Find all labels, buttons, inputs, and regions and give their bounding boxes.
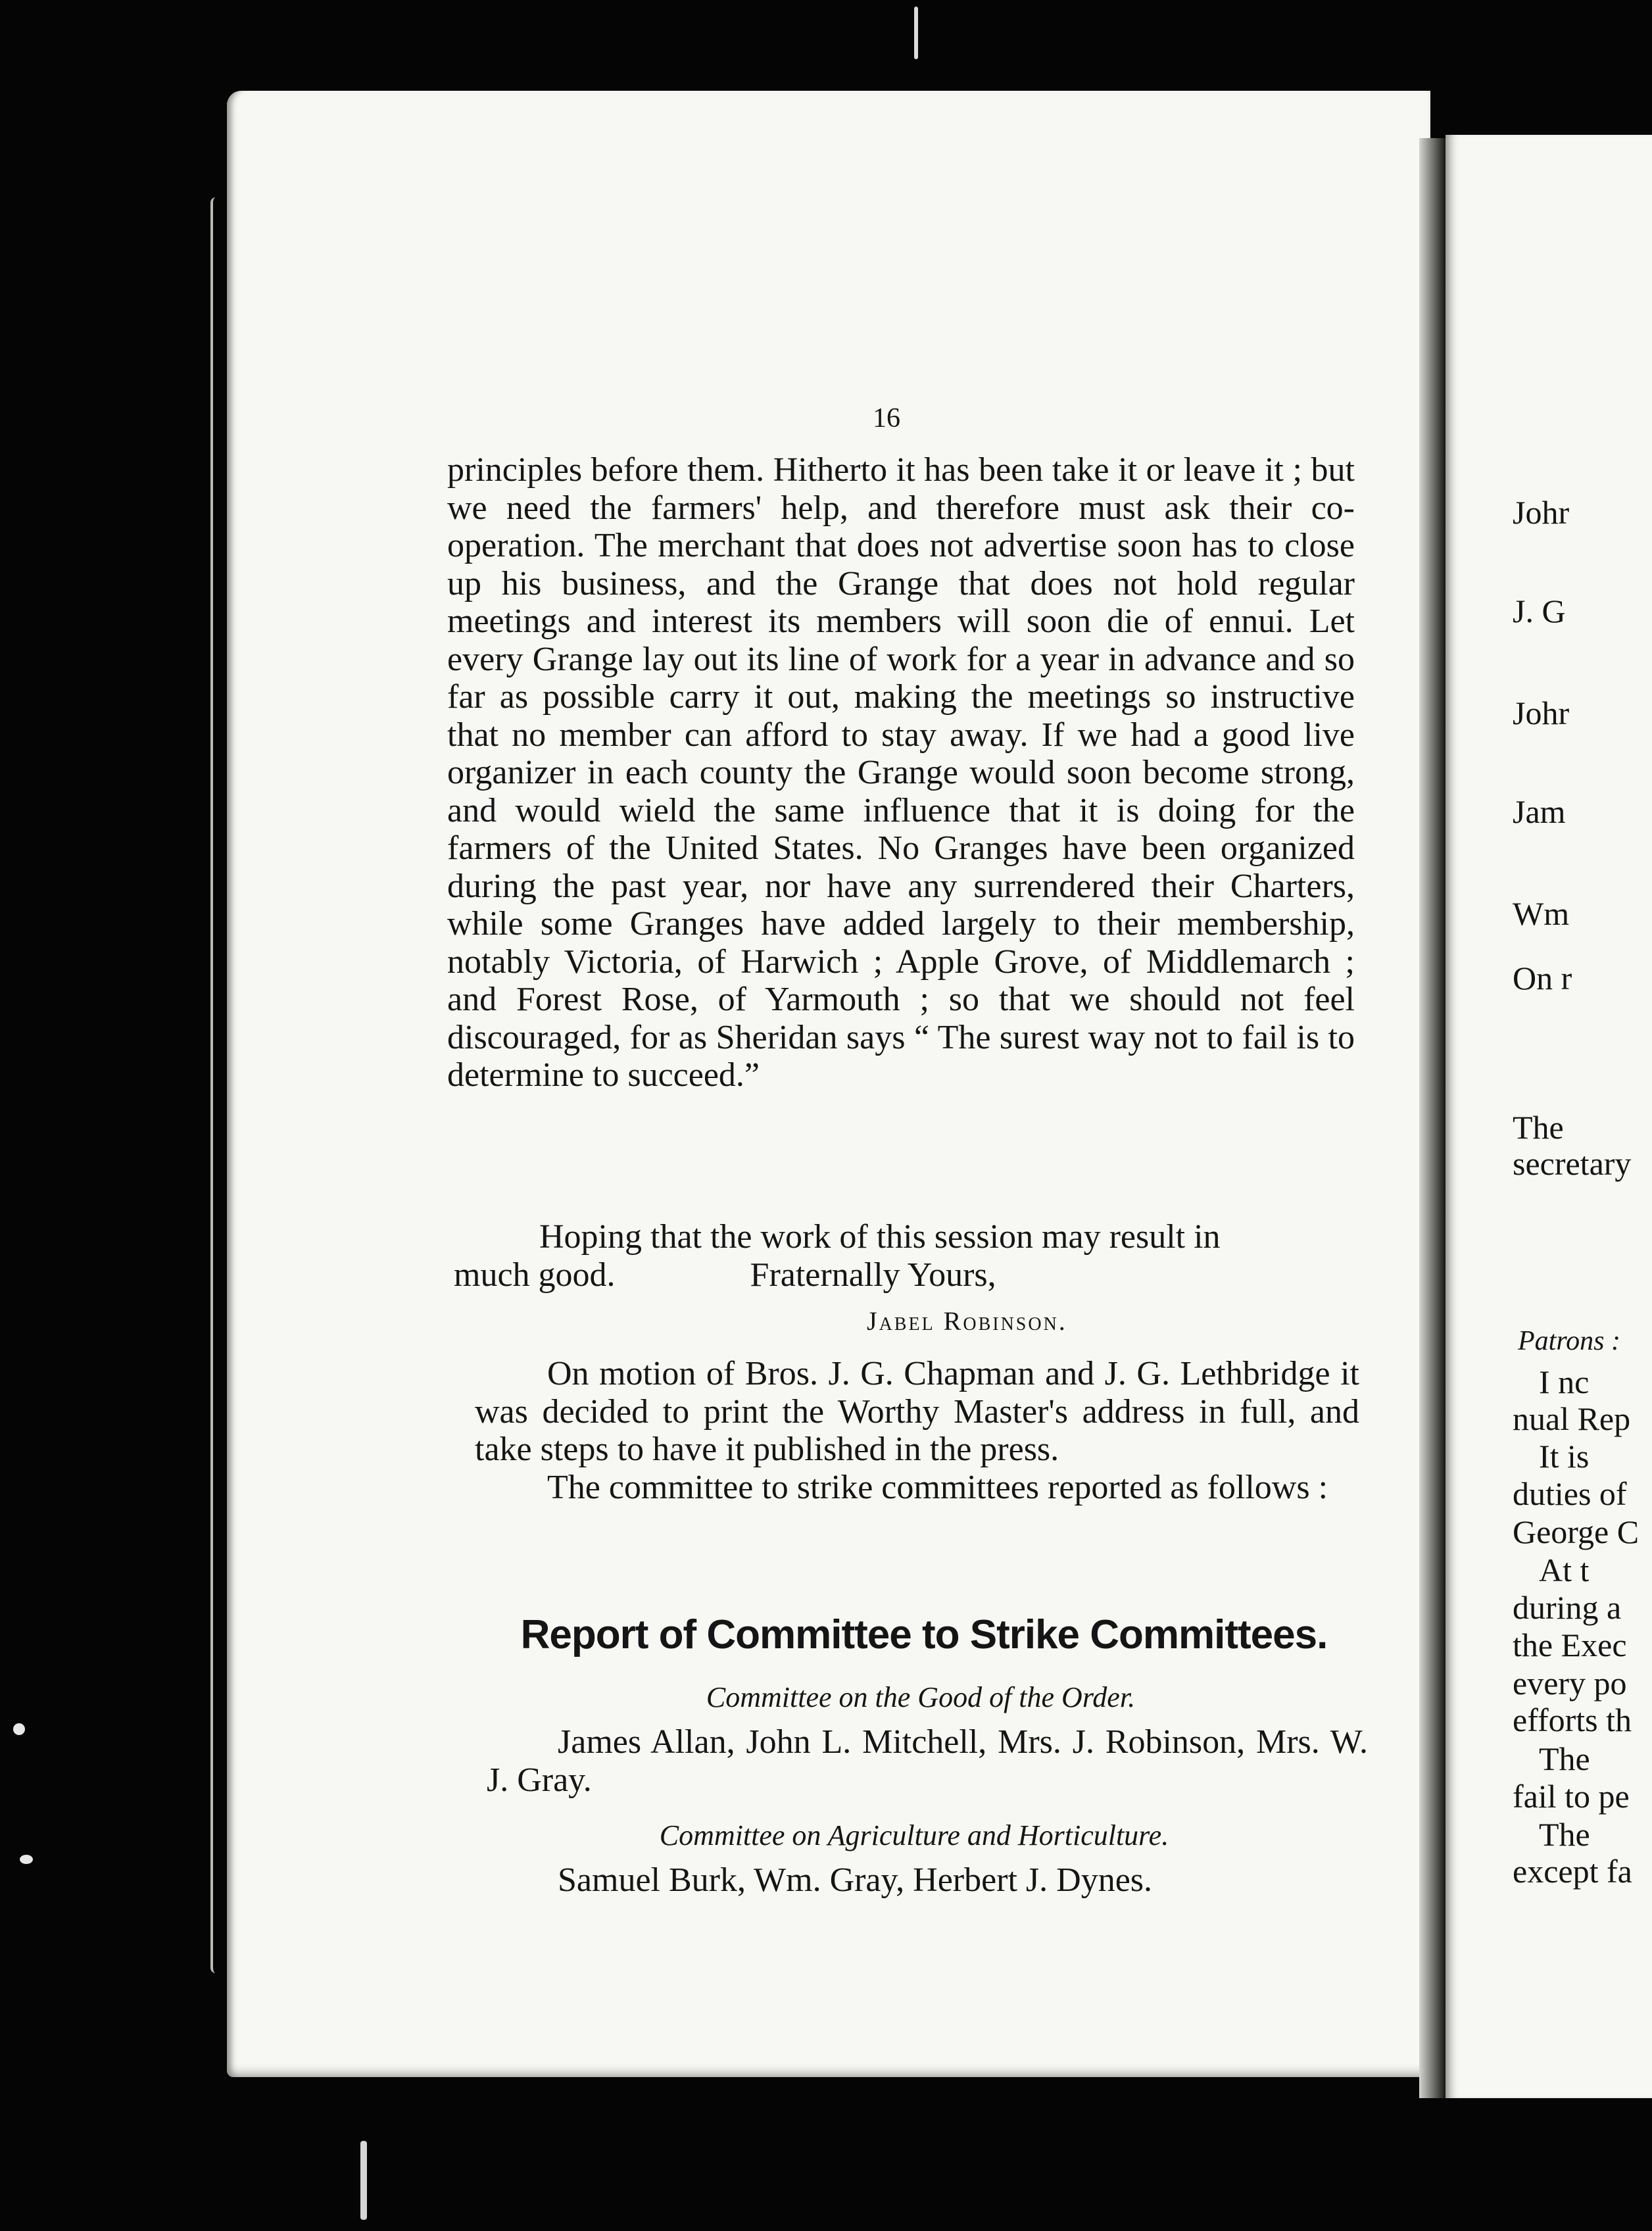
valediction: Fraternally Yours, bbox=[750, 1256, 996, 1294]
right-page-fragment: nual Rep bbox=[1513, 1400, 1631, 1437]
right-page-fragment: George C bbox=[1513, 1513, 1640, 1550]
motion-block bbox=[475, 1355, 1359, 1506]
film-speck bbox=[20, 1855, 33, 1864]
right-page-fragment: Patrons : bbox=[1518, 1326, 1620, 1356]
committee-title: Committee on Agriculture and Horticulture. bbox=[659, 1819, 1169, 1851]
right-page-fragment: the Exec bbox=[1513, 1627, 1627, 1663]
committee-paragraph: The committee to strike committees reported as follows : bbox=[547, 1468, 1328, 1506]
right-page-fragment: At t bbox=[1539, 1552, 1590, 1588]
right-page-fragment: during a bbox=[1513, 1589, 1622, 1626]
right-page-fragment: On r bbox=[1513, 960, 1572, 996]
film-scratch bbox=[914, 7, 918, 59]
right-page-fragment: Jam bbox=[1513, 793, 1566, 830]
right-page-fragment: Wm bbox=[1513, 895, 1570, 932]
closing-sign-line bbox=[454, 1256, 1355, 1294]
right-page-fragment: Johr bbox=[1513, 695, 1570, 731]
right-page-fragment: The bbox=[1539, 1740, 1590, 1777]
right-page-fragment: every po bbox=[1513, 1665, 1627, 1702]
closing-block bbox=[454, 1218, 1355, 1294]
right-page-fragment: J. G bbox=[1513, 593, 1566, 629]
right-page-fragment: The bbox=[1539, 1816, 1590, 1853]
right-page-fragment: efforts th bbox=[1513, 1702, 1632, 1738]
motion-paragraph: On motion of Bros. J. G. Chapman and J. G. Lethbridge it was decided to print the Worthy Master's address in full, and take steps to have it published in the press. bbox=[475, 1355, 1359, 1468]
committee-title: Committee on the Good of the Order. bbox=[706, 1681, 1136, 1713]
closing-line: Hoping that the work of this session may result in bbox=[539, 1218, 1221, 1256]
right-page-fragment: It is bbox=[1539, 1438, 1590, 1475]
right-page-fragment: Johr bbox=[1513, 494, 1570, 531]
right-page-fragment: fail to pe bbox=[1513, 1778, 1630, 1815]
main-paragraph bbox=[447, 451, 1355, 1094]
right-page-fragment: duties of bbox=[1513, 1475, 1627, 1512]
right-page-fragment: except fa bbox=[1513, 1853, 1632, 1890]
members-text: James Allan, John L. Mitchell, Mrs. J. Robinson, Mrs. W. J. Gray. bbox=[487, 1723, 1368, 1799]
committee-members: Samuel Burk, Wm. Gray, Herbert J. Dynes. bbox=[558, 1861, 1153, 1899]
right-page-fragment: The bbox=[1513, 1109, 1564, 1146]
right-page-fragment: secretary bbox=[1513, 1145, 1632, 1182]
report-heading: Report of Committee to Strike Committees. bbox=[520, 1612, 1328, 1657]
film-scratch bbox=[360, 2141, 367, 2220]
committee-members bbox=[487, 1723, 1368, 1799]
right-page-fragment: I nc bbox=[1539, 1363, 1590, 1400]
page-number: 16 bbox=[873, 403, 900, 433]
signature-name: Jabel Robinson. bbox=[867, 1306, 1067, 1336]
film-speck bbox=[13, 1723, 25, 1735]
book-gutter bbox=[1419, 138, 1446, 2098]
closing-line: much good. bbox=[454, 1256, 616, 1294]
paragraph-text: principles before them. Hitherto it has been take it or leave it ; but we need the farmers' help, and therefore must ask their co-operation. The merchant that does not advertise soon has to close up his business, and the Grange that does not hold regular meetings and interest its members will soon die of ennui. Let every Grange lay out its line of work for a year in advance and so far as possible carry it out, making the meetings so instructive that no member can afford to stay away. If we had a good live organizer in each county the Grange would soon become strong, and would wield the same influence that it is doing for the farmers of the United States. No Granges have been organized during the past year, nor have any surrendered their Charters, while some Granges have added largely to their membership, notably Victoria, of Harwich ; Apple Grove, of Middlemarch ; and Forest Rose, of Yarmouth ; so that we should not feel discouraged, for as Sheridan says “ The surest way not to fail is to determine to succeed.” bbox=[447, 451, 1355, 1094]
